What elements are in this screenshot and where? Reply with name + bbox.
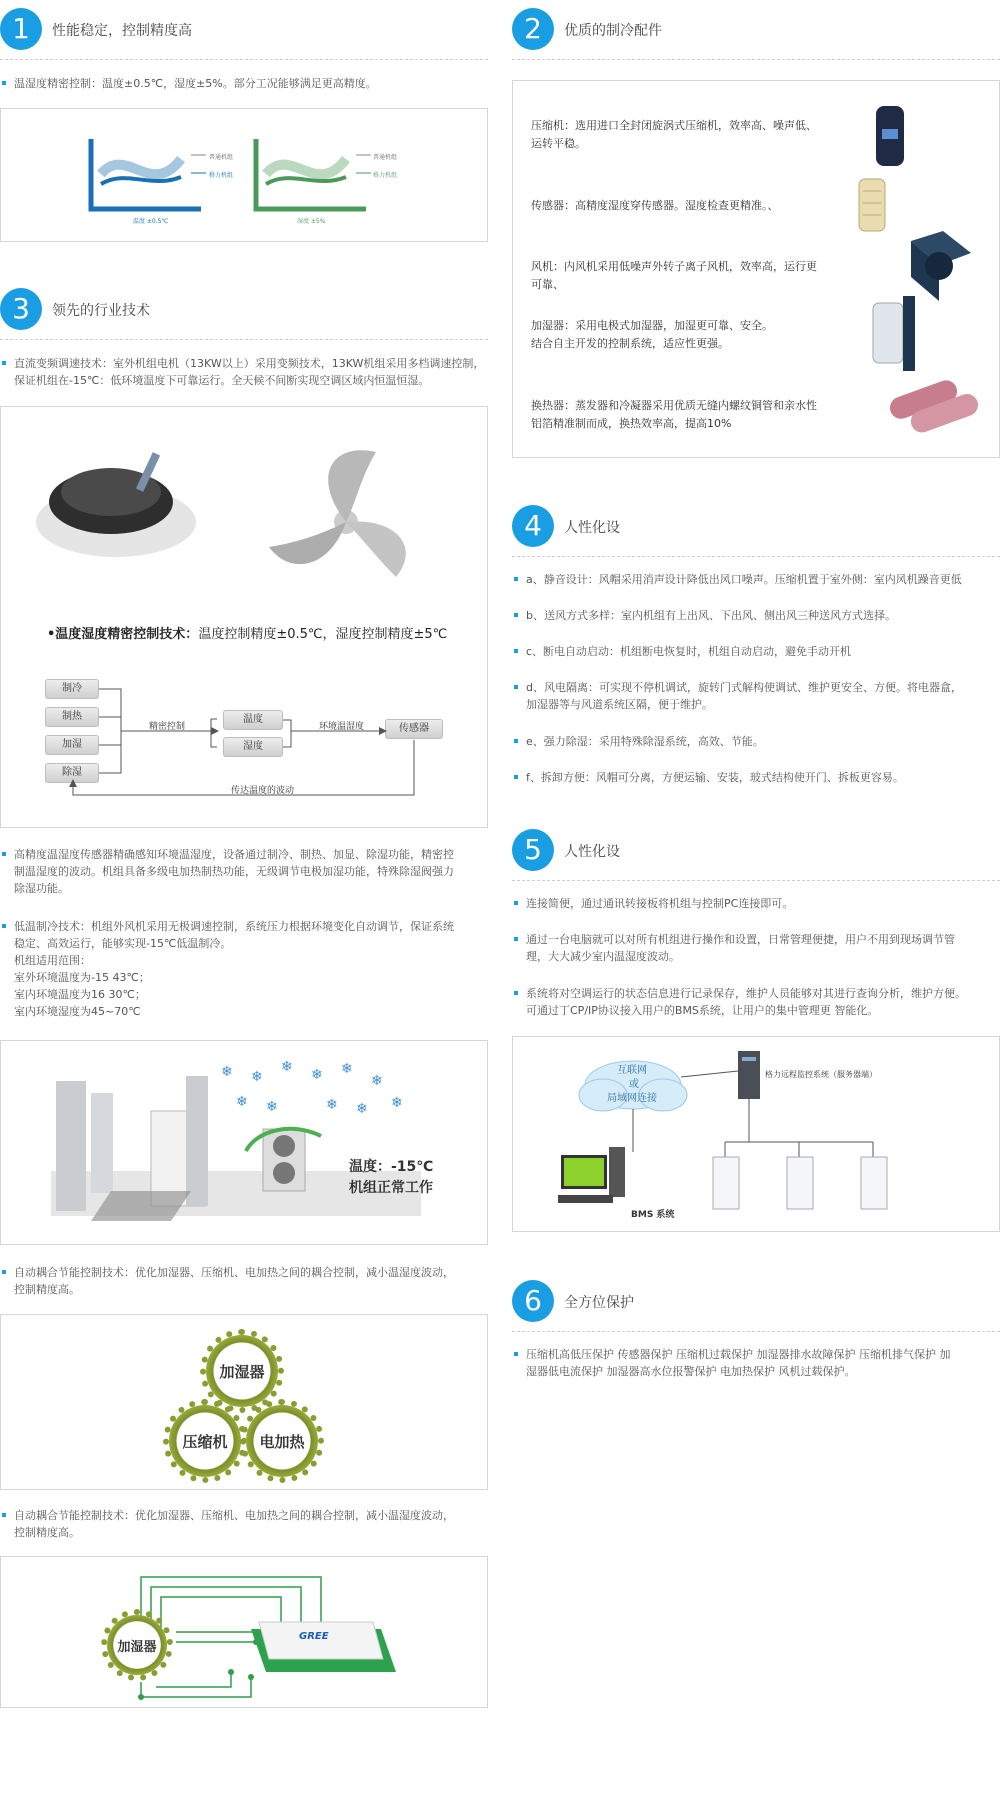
svg-text:❄: ❄ bbox=[251, 1069, 263, 1085]
chart-caption: 温度 ±0.5℃ bbox=[133, 218, 169, 225]
accuracy-charts bbox=[1, 109, 488, 242]
chart-caption: 湿度 ±5% bbox=[297, 218, 326, 225]
gears-image bbox=[0, 1314, 488, 1490]
svg-text:❄: ❄ bbox=[311, 1067, 323, 1083]
section-number: 5 bbox=[512, 829, 554, 871]
svg-text:❄: ❄ bbox=[266, 1099, 278, 1115]
motor-fan-illustration bbox=[1, 407, 488, 627]
section-number: 2 bbox=[512, 8, 554, 50]
svg-text:❄: ❄ bbox=[326, 1097, 338, 1113]
control-technology-image bbox=[0, 406, 488, 828]
bullet-item: 直流变频调速技术：室外机组电机（13KW以上）采用变频技术，13KW机组采用多档调速控制， 保证机组在-15℃：低环境温度下可靠运行。全天候不间断实现空调区域内恒温恒湿。 bbox=[0, 355, 488, 389]
diagram-heading: •温度湿度精密控制技术：温度控制精度±0.5℃，湿度控制精度±5℃ bbox=[47, 627, 448, 642]
feature-item: d、风电隔离：可实现不停机调试，旋转门式解构使调试、维护更安全、方便。将电器盒， 加湿器等与风道系统区隔，便于维护。 bbox=[512, 679, 1000, 713]
section-2-header bbox=[512, 0, 1000, 60]
network-diagram-image: 互联网 或 局域网连接 格力远程监控系统（服务器端） BMS 系统 bbox=[512, 1036, 1000, 1232]
tag-sensor: 传感器 bbox=[385, 719, 443, 739]
bullet-item: 高精度温湿度传感器精确感知环境温湿度，设备通过制冷、制热、加显、除湿功能，精密控 制温湿度的波动。机组具备多级电加热制热功能，无级调节电极加湿功能，特殊除湿阀强力 除湿功能。 bbox=[0, 846, 488, 897]
brand-logo: GREE bbox=[299, 1631, 329, 1642]
feature-item: f、拆卸方便：风帽可分离，方便运输、安装，玻式结构使开门、拆板更容易。 bbox=[512, 769, 1000, 786]
feature-item: 通过一台电脑就可以对所有机组进行操作和设置，日常管理便捷，用户不用到现场调节管 理，大大减少室内温湿度波动。 bbox=[512, 931, 1000, 965]
low-temp-image bbox=[0, 1040, 488, 1245]
datacenter-illustration bbox=[1, 1041, 488, 1245]
svg-text:❄: ❄ bbox=[341, 1061, 353, 1077]
tag-humidity: 湿度 bbox=[223, 737, 283, 757]
svg-text:❄: ❄ bbox=[221, 1064, 233, 1080]
feature-item: e、强力除湿：采用特殊除湿系统，高效、节能。 bbox=[512, 733, 1000, 750]
section-title: 人性化设 bbox=[564, 520, 620, 536]
bullet-item: 低温制冷技术：机组外风机采用无极调速控制，系统压力根据环境变化自动调节，保证系统 稳定、高效运行，能够实现-15℃低温制冷。 bbox=[0, 918, 488, 952]
section-number: 3 bbox=[0, 288, 42, 330]
cold-line-2: 机组正常工作 bbox=[349, 1180, 433, 1196]
tag-cooling: 制冷 bbox=[45, 679, 99, 699]
feature-item: c、断电自动启动：机组断电恢复时，机组自动启动，避免手动开机 bbox=[512, 643, 1000, 660]
network-illustration bbox=[513, 1037, 1000, 1232]
section-4-header bbox=[512, 497, 1000, 557]
label-feedback: 传达温度的波动 bbox=[231, 786, 295, 796]
range-block: 机组适用范围： 室外环境温度为-15 43℃； 室内环境温度为16 30℃； 室内环境湿度为45~70℃ bbox=[14, 954, 150, 1018]
section-number: 4 bbox=[512, 505, 554, 547]
gear-compressor: 压缩机 bbox=[169, 1405, 241, 1477]
section-title: 人性化设 bbox=[564, 844, 620, 860]
section-3-header bbox=[0, 280, 488, 340]
gear-humidifier: 加湿器 bbox=[107, 1615, 167, 1675]
section-title: 领先的行业技术 bbox=[52, 303, 150, 319]
components-panel: 压缩机：选用进口全封闭旋涡式压缩机，效率高、噪声低、 运转平稳。 传感器：高精度湿度穿传感器。湿度检查更精准。、 风机：内风机采用低噪声外转子离子风机，效率高，运行更 可靠、 加湿器：采用电极式加湿器，加湿更可靠、安全。 结合自主开发的控制系统，适应性更强。 换热器：蒸发器和冷凝器采用优质无缝内螺纹铜管和亲水性 铝箔精准制而成，换热效率高，提高10% bbox=[512, 80, 1000, 458]
components-illustration bbox=[513, 81, 1000, 458]
circuit-illustration bbox=[1, 1557, 488, 1708]
chip-image bbox=[0, 1556, 488, 1708]
bullet-item: 自动耦合节能控制技术：优化加湿器、压缩机、电加热之间的耦合控制，减小温湿度波动， 控制精度高。 bbox=[0, 1264, 488, 1298]
section-number: 6 bbox=[512, 1280, 554, 1322]
svg-text:❄: ❄ bbox=[356, 1101, 368, 1117]
svg-text:❄: ❄ bbox=[281, 1059, 293, 1075]
protection-list: 压缩机高低压保护 传感器保护 压缩机过载保护 加湿器排水故障保护 压缩机排气保护 加 湿器低电流保护 加湿器高水位报警保护 电加热保护 风机过载保护。 bbox=[512, 1346, 1000, 1380]
tag-humidify: 加湿 bbox=[45, 735, 99, 755]
section-5-header bbox=[512, 821, 1000, 881]
bullet-item: 自动耦合节能控制技术：优化加湿器、压缩机、电加热之间的耦合控制，减小温湿度波动， 控制精度高。 bbox=[0, 1507, 488, 1541]
svg-text:❄: ❄ bbox=[391, 1095, 403, 1111]
section-title: 优质的制冷配件 bbox=[564, 23, 662, 39]
accuracy-charts-image bbox=[0, 108, 488, 242]
gear-humidifier: 加湿器 bbox=[206, 1335, 278, 1407]
label-env: 环境温湿度 bbox=[319, 722, 365, 732]
feature-item: 连接简便，通过通讯转接板将机组与控制PC连接即可。 bbox=[512, 895, 1000, 912]
bullet-item: 温湿度精密控制：温度±0.5℃，湿度±5%。部分工况能够满足更高精度。 bbox=[0, 75, 488, 92]
legend-gree: 格力机组 bbox=[209, 172, 234, 179]
tag-temperature: 温度 bbox=[223, 710, 283, 730]
svg-text:❄: ❄ bbox=[236, 1094, 248, 1110]
feature-item: b、送风方式多样：室内机组有上出风、下出风、侧出风三种送风方式选择。 bbox=[512, 607, 1000, 624]
legend-normal: 普通机组 bbox=[373, 154, 398, 161]
feature-item: a、静音设计：风帽采用消声设计降低出风口噪声。压缩机置于室外侧：室内风机躁音更低 bbox=[512, 571, 1000, 588]
section-title: 性能稳定，控制精度高 bbox=[52, 23, 192, 39]
cold-line-1: 温度：-15℃ bbox=[349, 1159, 434, 1175]
svg-text:❄: ❄ bbox=[371, 1073, 383, 1089]
gear-heater: 电加热 bbox=[246, 1405, 318, 1477]
section-title: 全方位保护 bbox=[564, 1295, 634, 1311]
section-6-header bbox=[512, 1272, 1000, 1332]
tag-heating: 制热 bbox=[45, 707, 99, 727]
legend-gree: 格力机组 bbox=[373, 172, 398, 179]
section-1-header bbox=[0, 0, 488, 60]
feature-item: 系统将对空调运行的状态信息进行记录保存，维护人员能够对其进行查询分析，维护方便。 可通过丁CP/IP协议接入用户的BMS系统，让用户的集中管理更 智能化。 bbox=[512, 985, 1000, 1019]
legend-normal: 普通机组 bbox=[209, 154, 234, 161]
label-precise-control: 精密控制 bbox=[149, 722, 186, 732]
tag-dehumidify: 除湿 bbox=[45, 763, 99, 783]
section-number: 1 bbox=[0, 8, 42, 50]
